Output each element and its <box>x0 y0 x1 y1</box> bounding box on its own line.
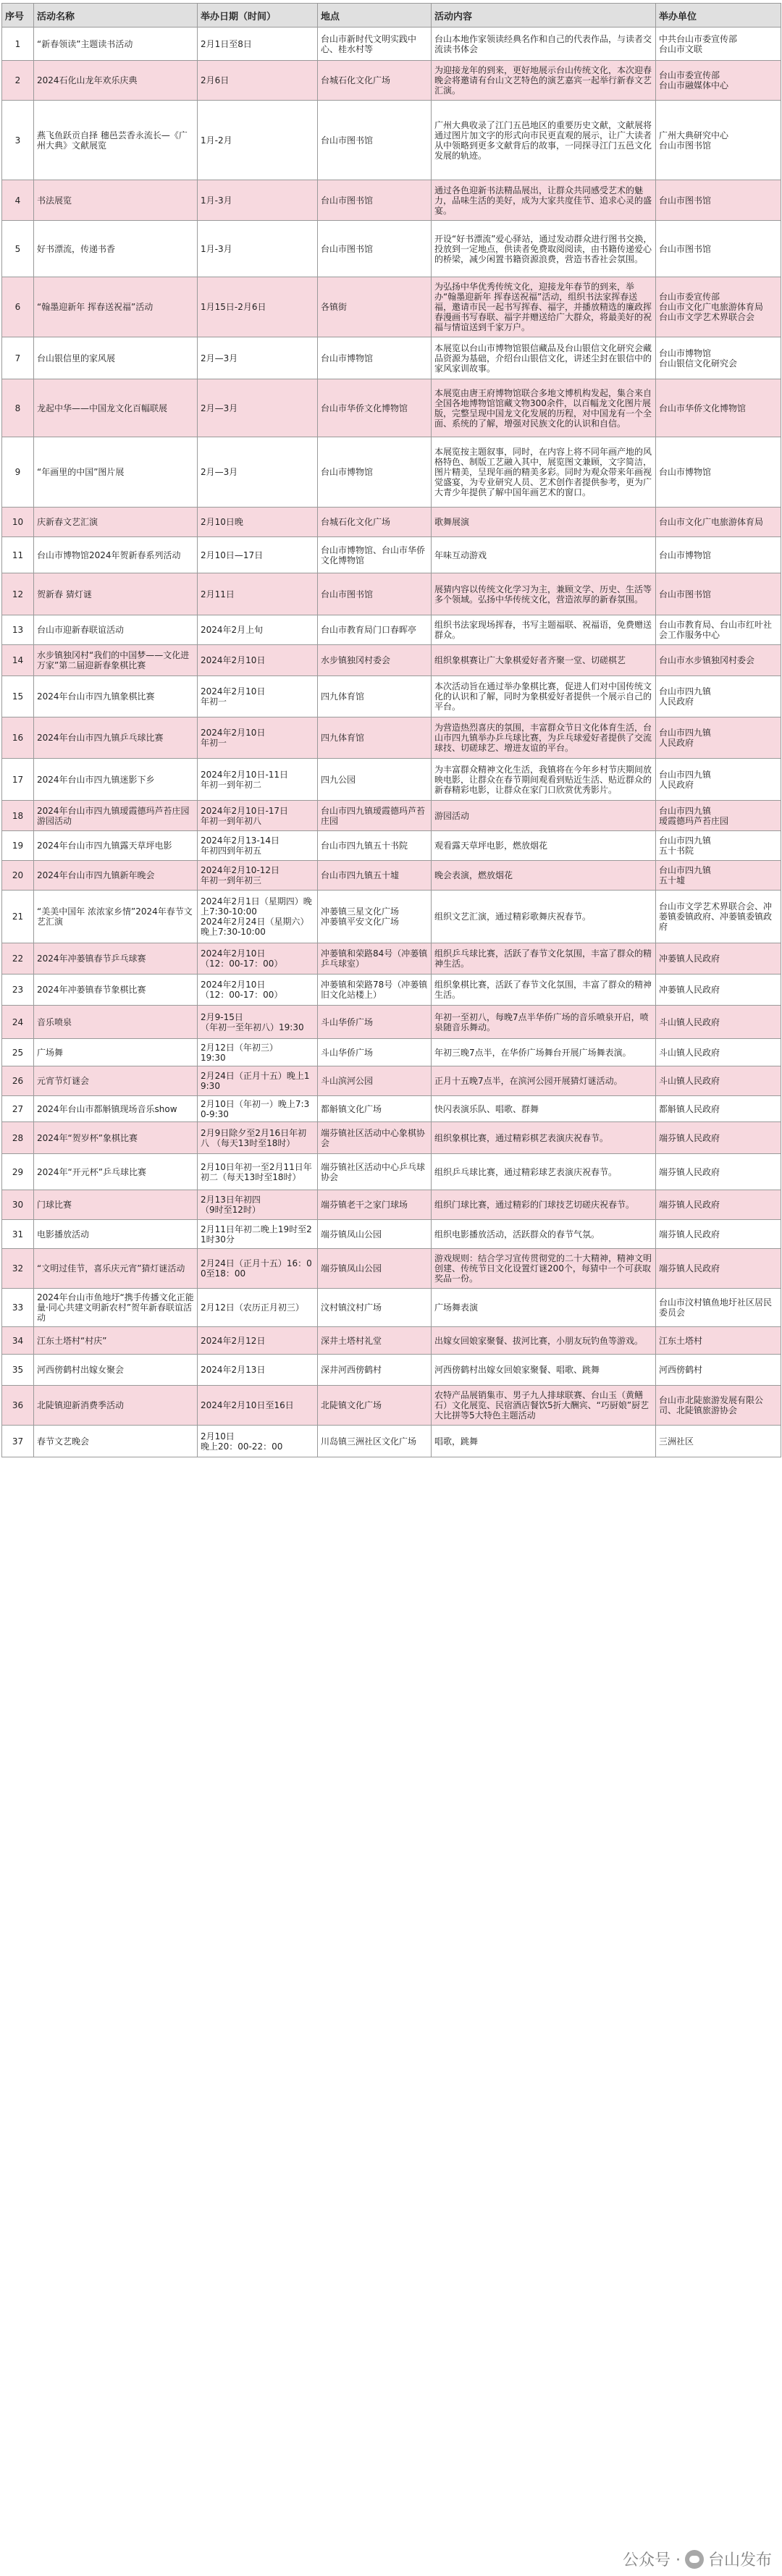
activity-content: 为弘扬中华优秀传统文化，迎接龙年春节的到来，举办“翰墨迎新年 挥春送祝福”活动，组织书法家挥春送福，邀请市民一起书写挥春、福字，并播放精选的廉政挥春漫画书写春联、福字并赠送给广大群众，将最美好的祝福与情谊送到千家万户。 <box>432 277 656 337</box>
activity-content: 农特产品展销集市、男子九人排球联赛、台山玉（黄鳝石）文化展览、民宿酒店餐饮5折大酬宾、“巧厨娘”厨艺大比拼等5大特色主题活动 <box>432 1386 656 1426</box>
table-row <box>2 101 781 180</box>
activity-place: 斗山华侨广场 <box>318 1039 432 1066</box>
activity-organizer: 端芬镇人民政府 <box>656 1154 781 1190</box>
activity-name: 2024石化山龙年欢乐庆典 <box>34 61 198 101</box>
activity-content: 广场舞表演 <box>432 1289 656 1327</box>
activity-content: 通过各色迎新书法精品展出，让群众共同感受艺术的魅力，品味生活的美好，成为大家共度佳节、追求心灵的盛宴。 <box>432 180 656 221</box>
row-index: 16 <box>2 717 34 759</box>
table-row <box>2 1006 781 1039</box>
row-index: 12 <box>2 573 34 615</box>
activity-date: 2024年2月上旬 <box>198 615 318 645</box>
activity-place: 台山市新时代文明实践中心、桂水村等 <box>318 28 432 61</box>
table-row <box>2 221 781 277</box>
activity-organizer: 台山市四九镇 瑷霞德玛芦苔庄园 <box>656 801 781 831</box>
activity-place: 台山市博物馆 <box>318 337 432 379</box>
activity-organizer: 斗山镇人民政府 <box>656 1039 781 1066</box>
watermark-prefix: 公众号 · <box>622 2551 681 2569</box>
activity-name: “翰墨迎新年 挥春送祝福”活动 <box>34 277 198 337</box>
table-row <box>2 1327 781 1355</box>
activity-place: 台山市四九镇五十书院 <box>318 831 432 861</box>
activity-date: 1月-3月 <box>198 221 318 277</box>
row-index: 10 <box>2 508 34 537</box>
activity-organizer: 台山市图书馆 <box>656 221 781 277</box>
activity-name: 2024年台山市鱼地圩“携手传播文化正能量·同心共建文明新农村”贺年新春联谊活动 <box>34 1289 198 1327</box>
table-row <box>2 801 781 831</box>
activity-name: 元宵节灯谜会 <box>34 1066 198 1096</box>
activity-date: 1月-3月 <box>198 180 318 221</box>
table-row <box>2 537 781 573</box>
activity-name: 庆新春文艺汇演 <box>34 508 198 537</box>
activity-place: 冲蒌镇和荣路84号（冲蒌镇乒乓球室） <box>318 943 432 975</box>
table-row <box>2 1122 781 1154</box>
activity-name: 贺新春 猜灯谜 <box>34 573 198 615</box>
activity-content: 组织文艺汇演，通过精彩歌舞庆祝春节。 <box>432 891 656 943</box>
activity-organizer: 台山市教育局、台山市红叶社会工作服务中心 <box>656 615 781 645</box>
activity-organizer: 台山市四九镇 五十书院 <box>656 831 781 861</box>
activity-date: 2月12日（年初三） 19:30 <box>198 1039 318 1066</box>
activity-date: 2月—3月 <box>198 437 318 508</box>
activity-content: 广州大典收录了江门五邑地区的重要历史文献，文献展将通过图片加文字的形式向市民更直观的展示，让广大读者从中领略到更多文献背后的故事，一同探寻江门五邑文化发展的轨迹。 <box>432 101 656 180</box>
activity-content: 本次活动旨在通过举办象棋比赛，促进人们对中国传统文化的认识和了解，同时为象棋爱好者提供一个展示自己的平台。 <box>432 676 656 717</box>
row-index: 34 <box>2 1327 34 1355</box>
activity-name: 2024年台山市都斛镇现场音乐show <box>34 1096 198 1122</box>
activity-name: 台山银信里的家风展 <box>34 337 198 379</box>
activity-name: 江东土塔村“村庆” <box>34 1327 198 1355</box>
activity-content: 台山本地作家领读经典名作和自己的代表作品，与读者交流读书体会 <box>432 28 656 61</box>
activity-organizer: 台山市水步镇独冈村委会 <box>656 645 781 676</box>
activity-content: 晚会表演，燃放烟花 <box>432 861 656 891</box>
activity-organizer: 台山市四九镇 人民政府 <box>656 717 781 759</box>
activity-date: 2月10日年初一至2月11日年初二（每天13时至18时） <box>198 1154 318 1190</box>
activity-organizer: 广州大典研究中心 台山市图书馆 <box>656 101 781 180</box>
row-index: 26 <box>2 1066 34 1096</box>
activity-organizer: 都斛镇人民政府 <box>656 1096 781 1122</box>
activity-organizer: 台山市委宣传部 台山市文化广电旅游体育局 台山市文学艺术界联合会 <box>656 277 781 337</box>
activity-organizer: 台山市华侨文化博物馆 <box>656 379 781 437</box>
activity-content: 组织书法家现场挥春，书写主题福联、祝福语，免费赠送群众。 <box>432 615 656 645</box>
table-row <box>2 861 781 891</box>
table-row <box>2 277 781 337</box>
row-index: 1 <box>2 28 34 61</box>
activity-place: 深井河西傍鹤村 <box>318 1355 432 1386</box>
activity-place: 台城石化文化广场 <box>318 508 432 537</box>
document-page <box>0 3 782 2576</box>
activity-organizer: 台山市汶村镇鱼地圩社区居民委员会 <box>656 1289 781 1327</box>
activity-content: 组织乒乓球比赛，通过精彩球艺表演庆祝春节。 <box>432 1154 656 1190</box>
activity-name: 台山市博物馆2024年贺新春系列活动 <box>34 537 198 573</box>
activity-name: 2024年“贺岁杯”象棋比赛 <box>34 1122 198 1154</box>
activity-name: 2024年冲蒌镇春节象棋比赛 <box>34 975 198 1006</box>
activity-name: 河西傍鹤村出嫁女聚会 <box>34 1355 198 1386</box>
row-index: 19 <box>2 831 34 861</box>
row-index: 33 <box>2 1289 34 1327</box>
row-index: 4 <box>2 180 34 221</box>
activity-name: 2024年台山市四九镇象棋比赛 <box>34 676 198 717</box>
table-row <box>2 180 781 221</box>
activity-name: 2024年台山市四九镇新年晚会 <box>34 861 198 891</box>
activity-place: 端芬镇社区活动中心象棋协会 <box>318 1122 432 1154</box>
activity-organizer: 端芬镇人民政府 <box>656 1190 781 1220</box>
activity-place: 川岛镇三洲社区文化广场 <box>318 1426 432 1457</box>
header-place: 地点 <box>318 4 432 28</box>
table-row <box>2 1039 781 1066</box>
header-name: 活动名称 <box>34 4 198 28</box>
row-index: 5 <box>2 221 34 277</box>
activity-place: 端芬镇凤山公园 <box>318 1220 432 1249</box>
activity-organizer: 三洲社区 <box>656 1426 781 1457</box>
table-row <box>2 1220 781 1249</box>
activity-content: 组织电影播放活动，活跃群众的春节气氛。 <box>432 1220 656 1249</box>
activity-content: 组织象棋比赛，活跃了春节文化氛围，丰富了群众的精神生活。 <box>432 975 656 1006</box>
activity-organizer: 台山市四九镇 五十墟 <box>656 861 781 891</box>
activity-content: 出嫁女回娘家聚餐、拔河比赛，小朋友玩钓鱼等游戏。 <box>432 1327 656 1355</box>
table-row <box>2 676 781 717</box>
activity-content: 本展览由唐王府博物馆联合多地文博机构发起，集合来自全国各地博物馆馆藏文物300余件，以百幅龙文化图片展版，完整呈现中国龙文化发展的历程，对中国龙有一个全面、系统的了解，增强对民族文化的认识和自信。 <box>432 379 656 437</box>
activity-organizer: 台山市图书馆 <box>656 180 781 221</box>
activity-content: 年初三晚7点半，在华侨广场舞台开展广场舞表演。 <box>432 1039 656 1066</box>
row-index: 15 <box>2 676 34 717</box>
activity-date: 2月10日 晚上20：00-22：00 <box>198 1426 318 1457</box>
activity-organizer: 台山市文学艺术界联合会、冲蒌镇委镇政府、冲蒌镇委镇政府 <box>656 891 781 943</box>
activity-content: 本展览以台山市博物馆银信藏品及台山银信文化研究会藏品资源为基础，介绍台山银信文化，讲述尘封在银信中的家风家训故事。 <box>432 337 656 379</box>
row-index: 25 <box>2 1039 34 1066</box>
activity-content: 开设“好书漂流”爱心驿站，通过发动群众进行图书交换，投放到一定地点，供读者免费取阅阅读，由书籍传递爱心的桥梁，减少闲置书籍资源浪费，营造书香社会氛围。 <box>432 221 656 277</box>
table-row <box>2 28 781 61</box>
activity-content: 歌舞展演 <box>432 508 656 537</box>
row-index: 29 <box>2 1154 34 1190</box>
activity-organizer: 台山市北陡旅游发展有限公司、北陡镇旅游协会 <box>656 1386 781 1426</box>
activity-date: 2月11日年初二晚上19时至21时30分 <box>198 1220 318 1249</box>
row-index: 23 <box>2 975 34 1006</box>
activity-date: 2月6日 <box>198 61 318 101</box>
header-row <box>2 4 781 28</box>
activity-organizer: 端芬镇人民政府 <box>656 1220 781 1249</box>
activity-date: 2月12日（农历正月初三） <box>198 1289 318 1327</box>
activity-organizer: 台山市博物馆 台山银信文化研究会 <box>656 337 781 379</box>
header-date: 举办日期（时间） <box>198 4 318 28</box>
activity-organizer: 台山市四九镇 人民政府 <box>656 759 781 801</box>
activity-date: 2月10日—17日 <box>198 537 318 573</box>
activity-content: 组织象棋比赛，通过精彩棋艺表演庆祝春节。 <box>432 1122 656 1154</box>
activity-name: 龙起中华——中国龙文化百幅联展 <box>34 379 198 437</box>
row-index: 24 <box>2 1006 34 1039</box>
row-index: 18 <box>2 801 34 831</box>
row-index: 11 <box>2 537 34 573</box>
activity-date: 2月10日晚 <box>198 508 318 537</box>
row-index: 13 <box>2 615 34 645</box>
activity-name: 2024年“开元杯”乒乓球比赛 <box>34 1154 198 1190</box>
table-row <box>2 975 781 1006</box>
header-content: 活动内容 <box>432 4 656 28</box>
activity-name: “文明过佳节，喜乐庆元宵”猜灯谜活动 <box>34 1249 198 1289</box>
events-table <box>1 3 781 1457</box>
table-row <box>2 1096 781 1122</box>
activity-organizer: 江东土塔村 <box>656 1327 781 1355</box>
activity-name: 2024年冲蒌镇春节乒乓球赛 <box>34 943 198 975</box>
row-index: 6 <box>2 277 34 337</box>
activity-content: 为营造热烈喜庆的氛围，丰富群众节日文化体育生活，台山市四九镇举办乒乓球比赛，为乒乓球爱好者提供了交流球技、切磋球艺、增进友谊的平台。 <box>432 717 656 759</box>
activity-place: 冲蒌镇和荣路78号（冲蒌镇旧文化站楼上） <box>318 975 432 1006</box>
table-row <box>2 61 781 101</box>
row-index: 3 <box>2 101 34 180</box>
activity-date: 2月24日（正月十五）16：00至18：00 <box>198 1249 318 1289</box>
activity-place: 台山市博物馆、台山市华侨文化博物馆 <box>318 537 432 573</box>
activity-date: 2月11日 <box>198 573 318 615</box>
table-body <box>2 28 781 1457</box>
activity-content: 唱歌，跳舞 <box>432 1426 656 1457</box>
row-index: 8 <box>2 379 34 437</box>
activity-content: 观看露天草坪电影，燃放烟花 <box>432 831 656 861</box>
table-row <box>2 1289 781 1327</box>
table-row <box>2 1066 781 1096</box>
activity-content: 组织门球比赛，通过精彩的门球技艺切磋庆祝春节。 <box>432 1190 656 1220</box>
watermark-name: 台山发布 <box>707 2551 772 2569</box>
activity-content: 为丰富群众精神文化生活，我镇将在今年乡村节庆期间放映电影，让群众在春节期间观看到贴近生活、贴近群众的新春精彩电影，让群众在家门口欣赏优秀影片。 <box>432 759 656 801</box>
activity-name: 台山市迎新春联谊活动 <box>34 615 198 645</box>
activity-organizer: 端芬镇人民政府 <box>656 1122 781 1154</box>
activity-place: 台山市四九镇五十墟 <box>318 861 432 891</box>
activity-organizer: 斗山镇人民政府 <box>656 1006 781 1039</box>
activity-place: 台山市图书馆 <box>318 180 432 221</box>
activity-name: 春节文艺晚会 <box>34 1426 198 1457</box>
table-row <box>2 508 781 537</box>
row-index: 37 <box>2 1426 34 1457</box>
table-row <box>2 1426 781 1457</box>
activity-content: 组织象棋赛让广大象棋爱好者齐聚一堂、切磋棋艺 <box>432 645 656 676</box>
activity-place: 台山市华侨文化博物馆 <box>318 379 432 437</box>
wechat-icon <box>685 2550 704 2569</box>
activity-date: 2月—3月 <box>198 337 318 379</box>
activity-place: 台城石化文化广场 <box>318 61 432 101</box>
activity-place: 台山市图书馆 <box>318 573 432 615</box>
activity-name: 2024年台山市四九镇瑷霞德玛芦苔庄园游园活动 <box>34 801 198 831</box>
row-index: 21 <box>2 891 34 943</box>
activity-place: 四九体育馆 <box>318 717 432 759</box>
activity-date: 2024年2月10日 年初一 <box>198 676 318 717</box>
row-index: 7 <box>2 337 34 379</box>
activity-place: 深井土塔村礼堂 <box>318 1327 432 1355</box>
activity-date: 2024年2月10日 （12：00-17：00） <box>198 943 318 975</box>
activity-name: 好书漂流，传递书香 <box>34 221 198 277</box>
activity-place: 台山市图书馆 <box>318 221 432 277</box>
activity-name: “美美中国年 浓浓家乡情”2024年春节文艺汇演 <box>34 891 198 943</box>
activity-place: 四九体育馆 <box>318 676 432 717</box>
row-index: 20 <box>2 861 34 891</box>
table-header <box>2 4 781 28</box>
table-row <box>2 379 781 437</box>
activity-name: 广场舞 <box>34 1039 198 1066</box>
activity-name: “年画里的中国”图片展 <box>34 437 198 508</box>
table-row <box>2 1386 781 1426</box>
activity-date: 2024年2月1日（星期四）晚上7:30-10:00 2024年2月24日（星期六）晚上7:30-10:00 <box>198 891 318 943</box>
activity-name: “新春领读”主题读书活动 <box>34 28 198 61</box>
row-index: 28 <box>2 1122 34 1154</box>
activity-content: 游戏规则：结合学习宣传贯彻党的二十大精神，精神文明创建、传统节日文化设置灯谜200个，每猜中一个可获取奖品一份。 <box>432 1249 656 1289</box>
activity-organizer: 河西傍鹤村 <box>656 1355 781 1386</box>
activity-place: 斗山滨河公园 <box>318 1066 432 1096</box>
activity-name: 燕飞鱼跃贡自择 穗邑芸香永流长—《广州大典》文献展览 <box>34 101 198 180</box>
table-row <box>2 1249 781 1289</box>
activity-organizer: 冲蒌镇人民政府 <box>656 975 781 1006</box>
activity-name: 2024年台山市四九镇乒乓球比赛 <box>34 717 198 759</box>
activity-place: 台山市博物馆 <box>318 437 432 508</box>
activity-date: 1月15日-2月6日 <box>198 277 318 337</box>
watermark <box>623 2548 772 2570</box>
activity-date: 2024年2月10日 （12：00-17：00） <box>198 975 318 1006</box>
row-index: 36 <box>2 1386 34 1426</box>
activity-place: 台山市图书馆 <box>318 101 432 180</box>
activity-date: 2024年2月12日 <box>198 1327 318 1355</box>
row-index: 30 <box>2 1190 34 1220</box>
row-index: 17 <box>2 759 34 801</box>
activity-place: 水步镇独冈村委会 <box>318 645 432 676</box>
activity-content: 组织乒乓球比赛，活跃了春节文化氛围，丰富了群众的精神生活。 <box>432 943 656 975</box>
activity-date: 2024年2月10日至16日 <box>198 1386 318 1426</box>
activity-place: 都斛镇文化广场 <box>318 1096 432 1122</box>
row-index: 27 <box>2 1096 34 1122</box>
activity-content: 快闪表演乐队、唱歌、群舞 <box>432 1096 656 1122</box>
activity-place: 四九公园 <box>318 759 432 801</box>
activity-place: 端芬镇社区活动中心乒乓球协会 <box>318 1154 432 1190</box>
activity-date: 2024年2月13日 <box>198 1355 318 1386</box>
activity-date: 2024年2月10日-11日 年初一到年初二 <box>198 759 318 801</box>
activity-name: 2024年台山市四九镇迷影下乡 <box>34 759 198 801</box>
activity-name: 音乐喷泉 <box>34 1006 198 1039</box>
activity-place: 端芬镇凤山公园 <box>318 1249 432 1289</box>
activity-date: 2月9日除夕至2月16日年初八 （每天13时至18时） <box>198 1122 318 1154</box>
activity-organizer: 台山市文化广电旅游体育局 <box>656 508 781 537</box>
activity-organizer: 台山市博物馆 <box>656 437 781 508</box>
activity-date: 2月1日至8日 <box>198 28 318 61</box>
activity-organizer: 斗山镇人民政府 <box>656 1066 781 1096</box>
activity-date: 1月-2月 <box>198 101 318 180</box>
activity-organizer: 中共台山市委宣传部 台山市文联 <box>656 28 781 61</box>
activity-name: 电影播放活动 <box>34 1220 198 1249</box>
header-organizer: 举办单位 <box>656 4 781 28</box>
table-row <box>2 759 781 801</box>
activity-date: 2月13日年初四 （9时至12时） <box>198 1190 318 1220</box>
table-row <box>2 717 781 759</box>
activity-place: 冲蒌镇三星文化广场 冲蒌镇平安文化广场 <box>318 891 432 943</box>
activity-place: 各镇街 <box>318 277 432 337</box>
activity-date: 2月10日（年初一）晚上7:30-9:30 <box>198 1096 318 1122</box>
activity-organizer: 台山市四九镇 人民政府 <box>656 676 781 717</box>
table-row <box>2 337 781 379</box>
row-index: 31 <box>2 1220 34 1249</box>
table-row <box>2 1190 781 1220</box>
activity-place: 汶村镇汶村广场 <box>318 1289 432 1327</box>
table-row <box>2 891 781 943</box>
table-row <box>2 437 781 508</box>
table-row <box>2 615 781 645</box>
table-row <box>2 1154 781 1190</box>
activity-content: 正月十五晚7点半，在滨河公园开展猜灯谜活动。 <box>432 1066 656 1096</box>
activity-content: 为迎接龙年的到来，更好地展示台山传统文化，本次迎春晚会将邀请有台山文艺特色的演艺嘉宾一起举行新春文艺汇演。 <box>432 61 656 101</box>
activity-organizer: 台山市博物馆 <box>656 537 781 573</box>
activity-place: 斗山华侨广场 <box>318 1006 432 1039</box>
activity-name: 水步镇独冈村“我们的中国梦——文化进万家”第二届迎新春象棋比赛 <box>34 645 198 676</box>
row-index: 9 <box>2 437 34 508</box>
activity-content: 河西傍鹤村出嫁女回娘家聚餐、唱歌、跳舞 <box>432 1355 656 1386</box>
table-row <box>2 943 781 975</box>
row-index: 14 <box>2 645 34 676</box>
activity-date: 2月24日（正月十五）晚上19:30 <box>198 1066 318 1096</box>
activity-content: 游园活动 <box>432 801 656 831</box>
activity-organizer: 端芬镇人民政府 <box>656 1249 781 1289</box>
activity-date: 2月—3月 <box>198 379 318 437</box>
activity-content: 展猜内容以传统文化学习为主，兼顾文学、历史、生活等多个领域。弘扬中华传统文化，营造浓厚的新春氛围。 <box>432 573 656 615</box>
activity-content: 本展览按主题叙事，同时，在内容上将不同年画产地的风格特色、制版工艺融入其中，展览图文兼顾，文字简洁，图片精美，呈现年画的精美多彩。同时为观众带来年画视觉盛宴，为专业研究人员、艺术创作者提供参考，更为广大青少年提供了解中国年画艺术的窗口。 <box>432 437 656 508</box>
activity-date: 2024年2月10日-17日 年初一到年初八 <box>198 801 318 831</box>
activity-organizer: 台山市委宣传部 台山市融媒体中心 <box>656 61 781 101</box>
activity-content: 年味互动游戏 <box>432 537 656 573</box>
activity-name: 书法展览 <box>34 180 198 221</box>
table-row <box>2 573 781 615</box>
table-row <box>2 831 781 861</box>
header-index: 序号 <box>2 4 34 28</box>
activity-date: 2024年2月10日 <box>198 645 318 676</box>
activity-date: 2月9-15日 （年初一至年初八）19:30 <box>198 1006 318 1039</box>
row-index: 2 <box>2 61 34 101</box>
row-index: 32 <box>2 1249 34 1289</box>
row-index: 22 <box>2 943 34 975</box>
activity-name: 北陡镇迎新消费季活动 <box>34 1386 198 1426</box>
activity-organizer: 台山市图书馆 <box>656 573 781 615</box>
row-index: 35 <box>2 1355 34 1386</box>
activity-date: 2024年2月10日 年初一 <box>198 717 318 759</box>
activity-content: 年初一至初八，每晚7点半华侨广场的音乐喷泉开启，喷泉随音乐舞动。 <box>432 1006 656 1039</box>
activity-date: 2024年2月10-12日 年初一到年初三 <box>198 861 318 891</box>
activity-date: 2024年2月13-14日 年初四到年初五 <box>198 831 318 861</box>
table-row <box>2 1355 781 1386</box>
activity-place: 北陡镇文化广场 <box>318 1386 432 1426</box>
activity-organizer: 冲蒌镇人民政府 <box>656 943 781 975</box>
activity-name: 2024年台山市四九镇露天草坪电影 <box>34 831 198 861</box>
activity-place: 台山市教育局门口春晖亭 <box>318 615 432 645</box>
activity-name: 门球比赛 <box>34 1190 198 1220</box>
activity-place: 端芬镇老干之家门球场 <box>318 1190 432 1220</box>
activity-place: 台山市四九镇瑷霞德玛芦苔庄园 <box>318 801 432 831</box>
table-row <box>2 645 781 676</box>
